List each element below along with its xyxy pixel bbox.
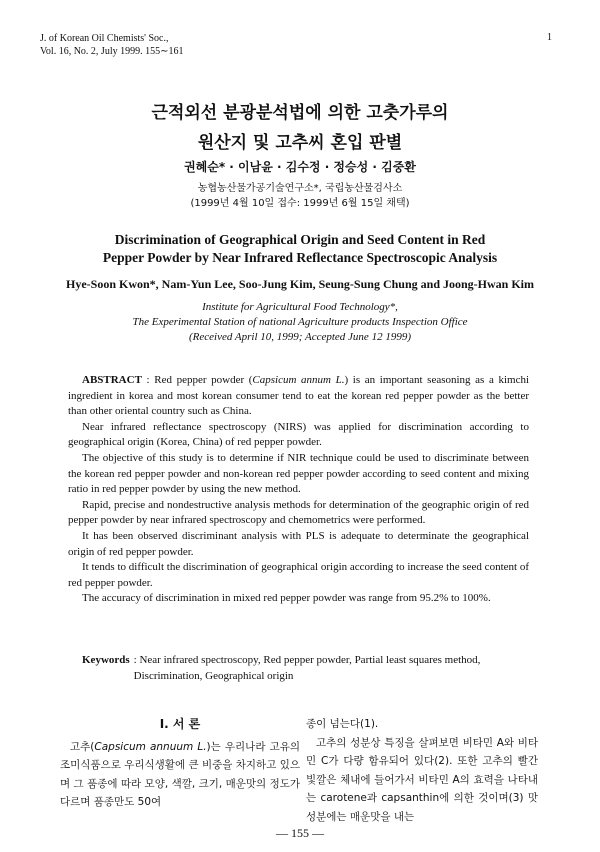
body-text: 고추( <box>70 740 95 753</box>
abstract-paragraph: It has been observed discriminant analysis with PLS is adequate to determinate the geographical origin of red pepper powder. <box>68 529 529 558</box>
section-heading: I. 서 론 <box>159 717 201 731</box>
abstract-text: : Red pepper powder ( <box>146 374 253 386</box>
english-affiliation-2: The Experimental Station of national Agriculture products Inspection Office <box>132 316 468 328</box>
body-text: )는 우리나라 고유의 조미식품으로 우리식생활에 큰 비중을 차지하고 있으며 그 품종에 따라 모양, 색깔, 크기, 매운맛의 정도가 다르며 품종만도 50여 <box>60 740 300 809</box>
english-received-date: (Received April 10, 1999; Accepted June 12 1999) <box>189 331 411 343</box>
english-title-line2: Pepper Powder by Near Infrared Reflectance Spectroscopic Analysis <box>102 250 498 265</box>
species-name: Capsicum annuum L. <box>94 740 207 753</box>
abstract-paragraph <box>68 373 529 420</box>
abstract-paragraph: The accuracy of discrimination in mixed red pepper powder was range from 95.2% to 100%. <box>82 592 491 605</box>
abstract-paragraph: It tends to difficult the discrimination of geographical origin according to increase the seed content of red pepper powder. <box>68 561 529 589</box>
page-number: — 155 — <box>276 826 324 840</box>
keywords-label: Keywords <box>82 654 130 666</box>
korean-title-line2: 원산지 및 고추씨 혼입 판별 <box>197 133 403 153</box>
journal-volume: Vol. 16, No. 2, July 1999. 155∼161 <box>40 46 184 57</box>
body-right-column <box>306 715 538 827</box>
korean-affiliation: 농협농산물가공기술연구소*, 국립농산물검사소 <box>197 183 403 194</box>
abstract-paragraph: The objective of this study is to determine if NIR technique could be used to discriminate between the korean red pepper powder and non-korean red pepper powder according to seed content and mixing ratio in red pepper powder by using the new method. <box>68 451 529 496</box>
korean-title-line1: 근적외선 분광분석법에 의한 고춧가루의 <box>151 103 449 123</box>
body-paragraph: 종이 넘는다(1). <box>306 718 379 730</box>
journal-name: J. of Korean Oil Chemists' Soc., <box>40 33 169 44</box>
body-left-column <box>60 715 300 812</box>
body-paragraph: 고추의 성분상 특징을 살펴보면 비타민 A와 비타민 C가 다량 함유되어 있다(2). 또한 고추의 빨간 빛깔은 체내에 들어가서 비타민 A의 효력을 나타내는 carotene과 capsanthin에 의한 것이며(3) 맛성분에는 매운맛을 내는 <box>306 736 538 823</box>
abstract-label: ABSTRACT <box>82 374 142 386</box>
journal-citation <box>40 32 183 58</box>
abstract-text: ) is an important seasoning as a kimchi ingredient in korea and most korean consumer tend to eat the korean red pepper powder as the better than other oriental country such as China. <box>68 374 530 418</box>
abstract <box>68 373 529 607</box>
body-paragraph <box>60 738 300 812</box>
top-page-number: 1 <box>547 32 552 43</box>
english-affiliation-1: Institute for Agricultural Food Technology*, <box>202 301 398 313</box>
english-title <box>0 231 600 267</box>
keywords <box>82 652 529 684</box>
korean-title <box>0 98 600 158</box>
english-authors: Hye-Soon Kwon*, Nam-Yun Lee, Soo-Jung Kim, Seung-Sung Chung and Joong-Hwan Kim <box>66 277 534 291</box>
species-name: Capsicum annum L. <box>252 374 345 386</box>
english-title-line1: Discrimination of Geographical Origin and Seed Content in Red <box>114 232 486 247</box>
korean-authors: 권혜순* · 이남윤 · 김수정 · 정승성 · 김중환 <box>184 160 416 174</box>
korean-received-date: (1999년 4월 10일 접수: 1999년 6월 15일 채택) <box>190 198 410 209</box>
english-affiliation-block <box>0 300 600 345</box>
abstract-paragraph: Near infrared reflectance spectroscopy (NIRS) was applied for discrimination according to geographical origin (Korea, China) of red pepper powder. <box>68 420 529 449</box>
keywords-text: : Near infrared spectroscopy, Red pepper powder, Partial least squares method, Discrimination, Geographical origin <box>133 654 481 682</box>
abstract-paragraph: Rapid, precise and nondestructive analysis methods for determination of the geographic origin of red pepper powder by near infrared spectroscopy and chemometrics were performed. <box>68 498 529 527</box>
korean-affiliation-block <box>0 181 600 211</box>
